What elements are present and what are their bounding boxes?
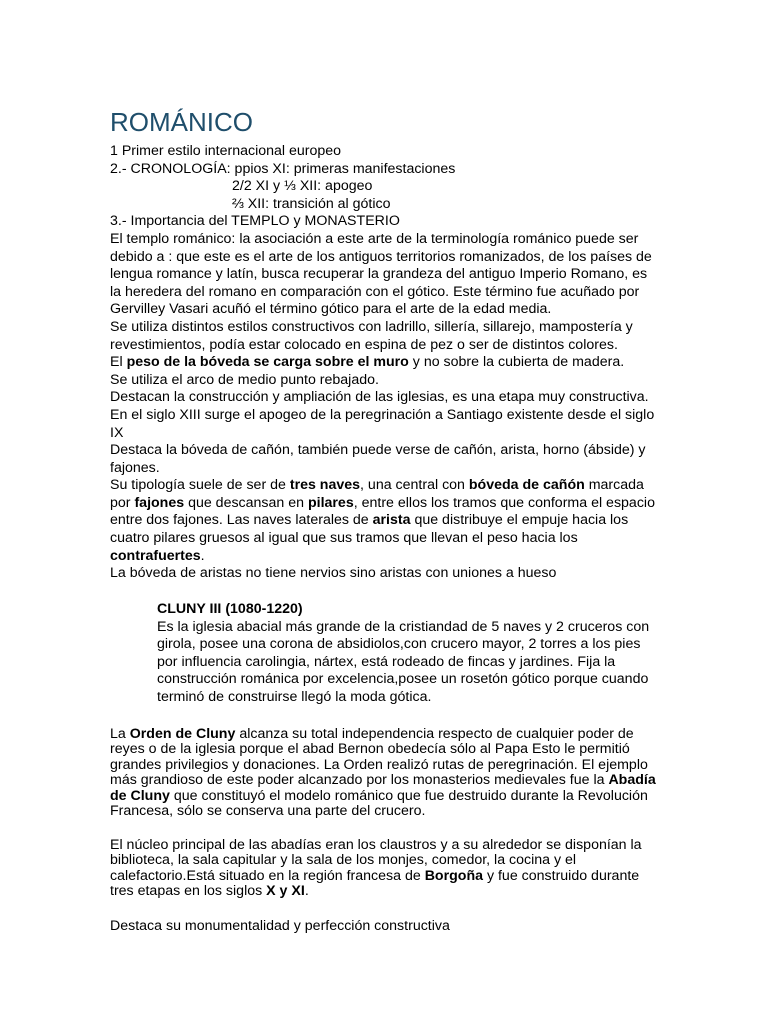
- text-segment: y fue construido durante: [483, 867, 640, 884]
- text-line: [110, 548, 655, 566]
- text-line: lengua romance y latín, busca recuperar la grandeza del antiguo Imperio Romano, es: [110, 266, 648, 283]
- orden-paragraph: [110, 727, 656, 819]
- text-line: Se utiliza distintos estilos constructivos con ladrillo, sillería, sillarejo, mampostería y: [110, 318, 633, 335]
- bold-text: Orden de Cluny: [129, 726, 236, 742]
- text-line: 3.- Importancia del TEMPLO y MONASTERIO: [110, 213, 400, 230]
- text-line: 1 Primer estilo internacional europeo: [110, 143, 342, 159]
- text-line: La bóveda de aristas no tiene nervios sino aristas con uniones a hueso: [110, 565, 557, 582]
- text-line: Francesa, sólo se conserva una parte del crucero.: [110, 803, 426, 820]
- text-line: [110, 884, 642, 899]
- text-line: En el siglo XIII surge el apogeo de la peregrinación a Santiago existente desde el siglo: [110, 406, 655, 423]
- bold-text: contrafuertes: [110, 547, 201, 564]
- document-title: ROMÁNICO: [110, 107, 253, 137]
- text-line: El núcleo principal de las abadías eran los claustros y a su alrededor se disponían la: [110, 837, 642, 853]
- text-line: revestimientos, podía estar colocado en espina de pez o ser de distintos colores.: [110, 336, 618, 353]
- bold-text: de Cluny: [110, 787, 170, 804]
- text-segment: , entre ellos los tramos que conforma el espacio: [353, 494, 655, 511]
- text-line: terminó de construirse llegó la moda gótica.: [157, 688, 432, 705]
- text-line: Es la iglesia abacial más grande de la cristiandad de 5 naves y 2 cruceros con: [157, 618, 650, 635]
- text-line: girola, posee una corona de absidiolos,con crucero mayor, 2 torres a los pies: [157, 636, 641, 653]
- text-line: Se utiliza el arco de medio punto rebajado.: [110, 371, 379, 388]
- text-line: Gervilley Vasari acuñó el término gótico para el arte de la edad media.: [110, 301, 552, 318]
- bold-text: Borgoña: [424, 867, 484, 884]
- text-line: construcción románica por excelencia,posee un rosetón gótico porque cuando: [157, 671, 649, 688]
- text-segment: marcada: [584, 477, 644, 494]
- text-segment: que constituyó el modelo románico que fue destruido durante la Revolución: [169, 787, 648, 804]
- bold-text: arista: [372, 512, 411, 529]
- text-line: [110, 869, 642, 884]
- text-segment: .: [304, 882, 309, 899]
- text-segment: por: [110, 494, 135, 511]
- text-line: [110, 495, 655, 513]
- text-line: [110, 773, 656, 788]
- text-segment: que distribuye el empuje hacia los: [410, 512, 629, 529]
- text-segment: La: [110, 726, 130, 742]
- cluny-heading: [157, 601, 649, 619]
- text-segment: entre dos fajones. Las naves laterales de: [110, 512, 373, 529]
- text-line: El templo románico: la asociación a este arte de la terminología románico puede ser: [110, 230, 639, 247]
- text-segment: más grandioso de este poder alcanzado por los monasterios medievales fue la: [110, 772, 609, 789]
- bold-text: fajones: [134, 494, 185, 511]
- text-line: ⅔ XII: transición al gótico: [232, 195, 391, 212]
- text-line: Destaca la bóveda de cañón, también puede verse de cañón, arista, horno (ábside) y: [110, 442, 646, 459]
- text-line: 2/2 XI y ⅓ XII: apogeo: [232, 178, 373, 195]
- bold-text: tres naves: [289, 477, 361, 494]
- text-line: la heredera del romano en comparación con el gótico. Este término fue acuñado por: [110, 283, 640, 300]
- text-segment: .: [200, 547, 205, 564]
- text-line: [110, 477, 655, 495]
- bold-text: pilares: [307, 494, 354, 511]
- text-line: grandes privilegios y donaciones. La Orden realizó rutas de peregrinación. El ejemplo: [110, 756, 648, 773]
- bold-text: X y XI: [266, 882, 305, 899]
- text-line: IX: [110, 424, 124, 441]
- text-line: por influencia carolingia, nártex, está rodeado de fincas y jardines. Fija la: [157, 653, 616, 670]
- text-line: [110, 789, 656, 804]
- text-line: [110, 727, 656, 742]
- text-line: reyes o de la iglesia porque el abad Bernon obedecía sólo al Papa Esto le permitió: [110, 741, 630, 758]
- text-segment: Su tipología suele de ser de: [110, 477, 290, 494]
- text-line: debido a : que este es el arte de los antiguos territorios romanizados, de los países de: [110, 248, 652, 265]
- text-segment: y no sobre la cubierta de madera.: [408, 354, 625, 371]
- text-segment: calefactorio.Está situado en la región francesa de: [110, 867, 425, 884]
- text-line: Destaca su monumentalidad y perfección constructiva: [110, 918, 450, 934]
- text-line: fajones.: [110, 459, 160, 476]
- bold-text: Abadía: [608, 772, 656, 789]
- text-line: biblioteca, la sala capitular y la sala de los monjes, comedor, la cocina y el: [110, 852, 577, 869]
- bold-text: CLUNY III (1080-1220): [157, 601, 303, 617]
- text-segment: que descansan en: [184, 494, 308, 511]
- text-segment: , una central con: [360, 477, 469, 494]
- nucleo-paragraph: [110, 838, 642, 899]
- section-main: [110, 143, 655, 583]
- text-segment: alcanza su total independencia respecto de cualquier poder de: [235, 726, 634, 742]
- text-segment: El: [110, 354, 127, 371]
- text-line: [110, 354, 655, 372]
- text-line: Destacan la construcción y ampliación de las iglesias, es una etapa muy constructiva.: [110, 389, 649, 406]
- closing-paragraph: [110, 919, 450, 934]
- text-segment: tres etapas en los siglos: [110, 882, 267, 899]
- text-line: 2.- CRONOLOGÍA: ppios XI: primeras manifestaciones: [110, 160, 456, 177]
- bold-text: peso de la bóveda se carga sobre el muro: [126, 354, 409, 371]
- cluny-block: [157, 601, 649, 707]
- text-line: [110, 512, 655, 530]
- bold-text: bóveda de cañón: [468, 477, 585, 494]
- text-line: cuatro pilares gruesos al igual que sus tramos que llevan el peso hacia los: [110, 530, 578, 547]
